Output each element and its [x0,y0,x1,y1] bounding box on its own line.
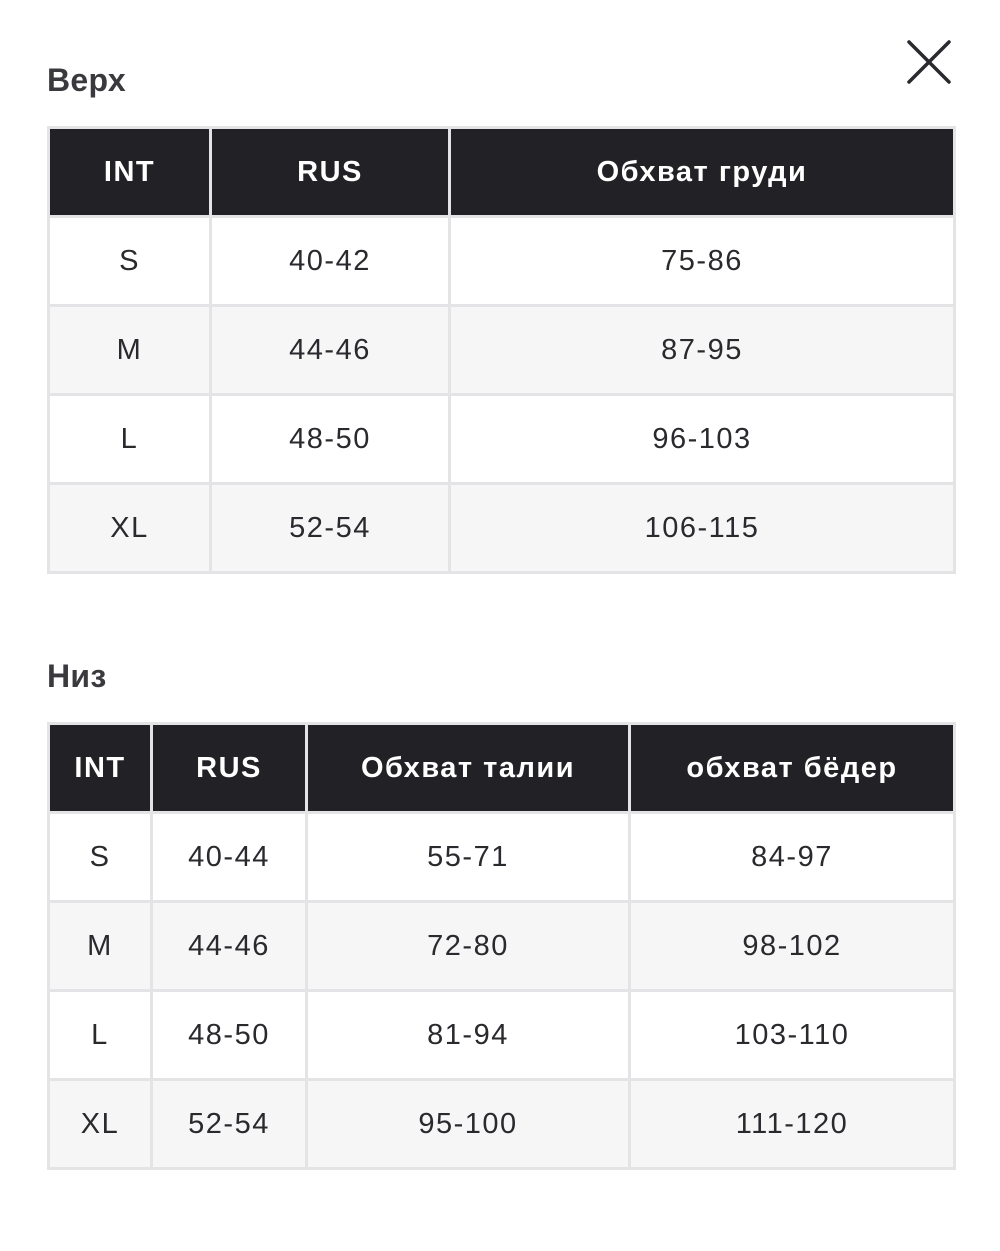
cell-int: S [49,813,152,902]
header-hips: обхват бёдер [630,724,955,813]
cell-waist: 72-80 [307,902,630,991]
cell-hips: 103-110 [630,991,955,1080]
table-row [49,902,955,991]
table-row [49,306,955,395]
header-rus: RUS [211,128,450,217]
header-waist: Обхват талии [307,724,630,813]
cell-hips: 84-97 [630,813,955,902]
table-header-row [49,128,955,217]
cell-waist: 55-71 [307,813,630,902]
cell-int: M [49,902,152,991]
cell-int: L [49,395,211,484]
table-row [49,217,955,306]
size-table-top [47,126,956,574]
cell-rus: 40-44 [152,813,307,902]
table-row [49,1080,955,1169]
table-row [49,395,955,484]
cell-rus: 52-54 [152,1080,307,1169]
cell-waist: 81-94 [307,991,630,1080]
cell-rus: 40-42 [211,217,450,306]
cell-chest: 106-115 [450,484,955,573]
header-rus: RUS [152,724,307,813]
cell-chest: 75-86 [450,217,955,306]
cell-int: L [49,991,152,1080]
header-int: INT [49,724,152,813]
cell-int: M [49,306,211,395]
header-int: INT [49,128,211,217]
cell-hips: 98-102 [630,902,955,991]
cell-waist: 95-100 [307,1080,630,1169]
close-button[interactable] [905,38,953,86]
cell-rus: 48-50 [211,395,450,484]
close-icon [905,38,953,86]
size-table-bottom [47,722,956,1170]
cell-hips: 111-120 [630,1080,955,1169]
table-row [49,991,955,1080]
cell-chest: 96-103 [450,395,955,484]
table-row [49,813,955,902]
cell-int: XL [49,1080,152,1169]
section-title-top: Верх [47,62,127,98]
header-chest: Обхват груди [450,128,955,217]
cell-rus: 52-54 [211,484,450,573]
table-header-row [49,724,955,813]
cell-int: S [49,217,211,306]
cell-int: XL [49,484,211,573]
cell-rus: 44-46 [211,306,450,395]
table-row [49,484,955,573]
cell-rus: 48-50 [152,991,307,1080]
cell-rus: 44-46 [152,902,307,991]
cell-chest: 87-95 [450,306,955,395]
section-title-bottom: Низ [47,658,107,694]
